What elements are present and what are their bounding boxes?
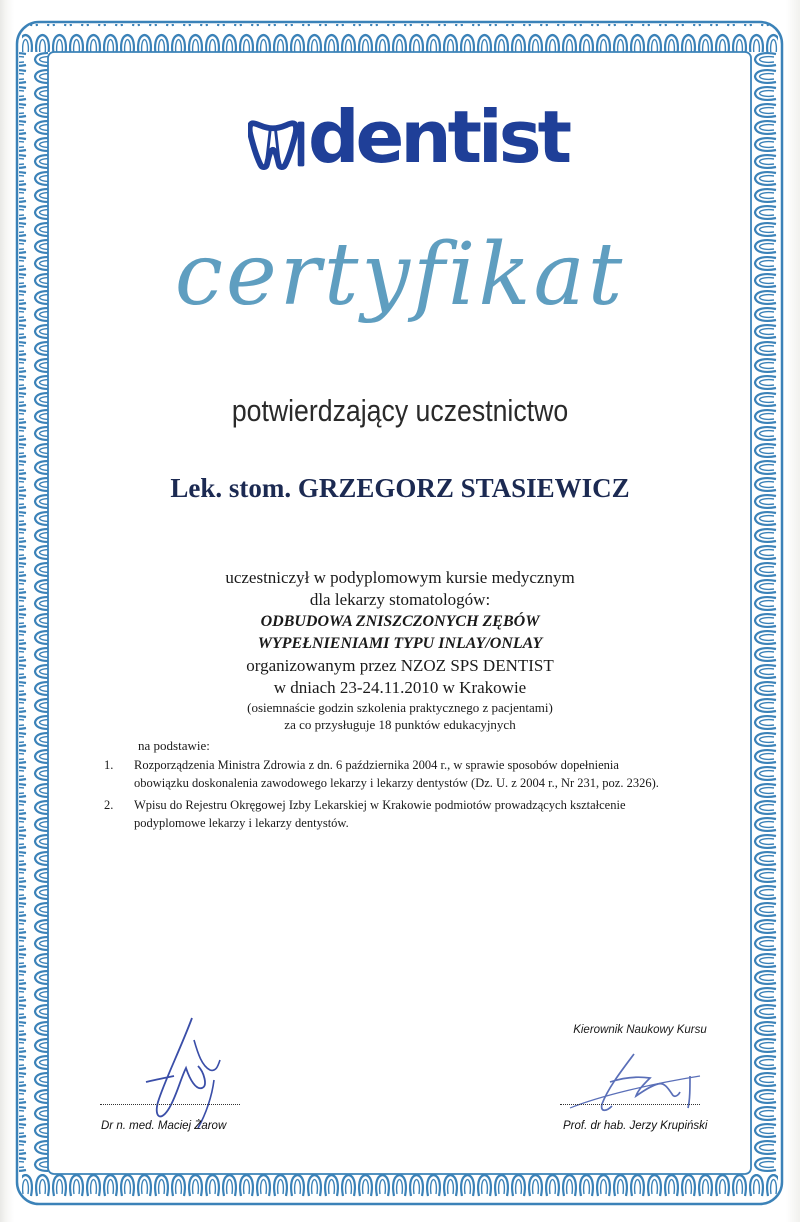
certificate-subtitle: potwierdzający uczestnictwo: [231, 393, 569, 428]
left-signatory-name: Dr n. med. Maciej Żarow: [101, 1120, 227, 1132]
course-description: [0, 567, 800, 733]
right-signature: [540, 1018, 730, 1136]
hours-line: (osiemnaście godzin szkolenia praktycznego z pacjentami): [247, 700, 553, 715]
audience-line: dla lekarzy stomatologów:: [309, 590, 491, 609]
organizer-line: organizowanym przez NZOZ SPS DENTIST: [246, 656, 554, 675]
basis-item-text: Rozporządzenia Ministra Zdrowia z dn. 6 października 2004 r., w sprawie sposobów dopełnienia obowiązku doskonalenia zawodowego lekarzy i lekarzy dentystów (Dz. U. z 2004 r., Nr 231, poz. 2326).: [134, 758, 659, 790]
basis-item: [104, 756, 664, 792]
points-line: za co przysługuje 18 punktów edukacyjnych: [284, 717, 516, 732]
right-signature-line: [560, 1104, 700, 1105]
date-line: w dniach 23-24.11.2010 w Krakowie: [273, 678, 527, 697]
basis-label: na podstawie:: [138, 738, 210, 753]
left-signature-line: [100, 1104, 240, 1105]
participation-line: uczestniczył w podyplomowym kursie medycznym: [225, 568, 575, 587]
dentist-logo: [248, 95, 568, 184]
course-title-line-2: WYPEŁNIENIAMI TYPU INLAY/ONLAY: [257, 635, 543, 652]
tooth-logo-icon: [248, 111, 306, 177]
basis-item-number: 2.: [104, 798, 114, 812]
basis-item: [104, 796, 664, 832]
left-signature: [94, 1010, 254, 1135]
basis-item-text: Wpisu do Rejestru Okręgowej Izby Lekarskiej w Krakowie podmiotów prowadzących kształcenie podyplomowe lekarzy i lekarzy dentystów.: [134, 798, 626, 830]
certificate-title: certyfikat: [174, 225, 626, 325]
right-signatory-name: Prof. dr hab. Jerzy Krupiński: [563, 1120, 708, 1132]
participant-name: Lek. stom. GRZEGORZ STASIEWICZ: [170, 473, 630, 503]
course-title-line-1: ODBUDOWA ZNISZCZONYCH ZĘBÓW: [260, 613, 540, 630]
basis-item-number: 1.: [104, 758, 114, 772]
logo-text: dentist: [308, 95, 568, 179]
basis-list: [104, 756, 664, 836]
right-signatory-title: Kierownik Naukowy Kursu: [573, 1024, 707, 1036]
